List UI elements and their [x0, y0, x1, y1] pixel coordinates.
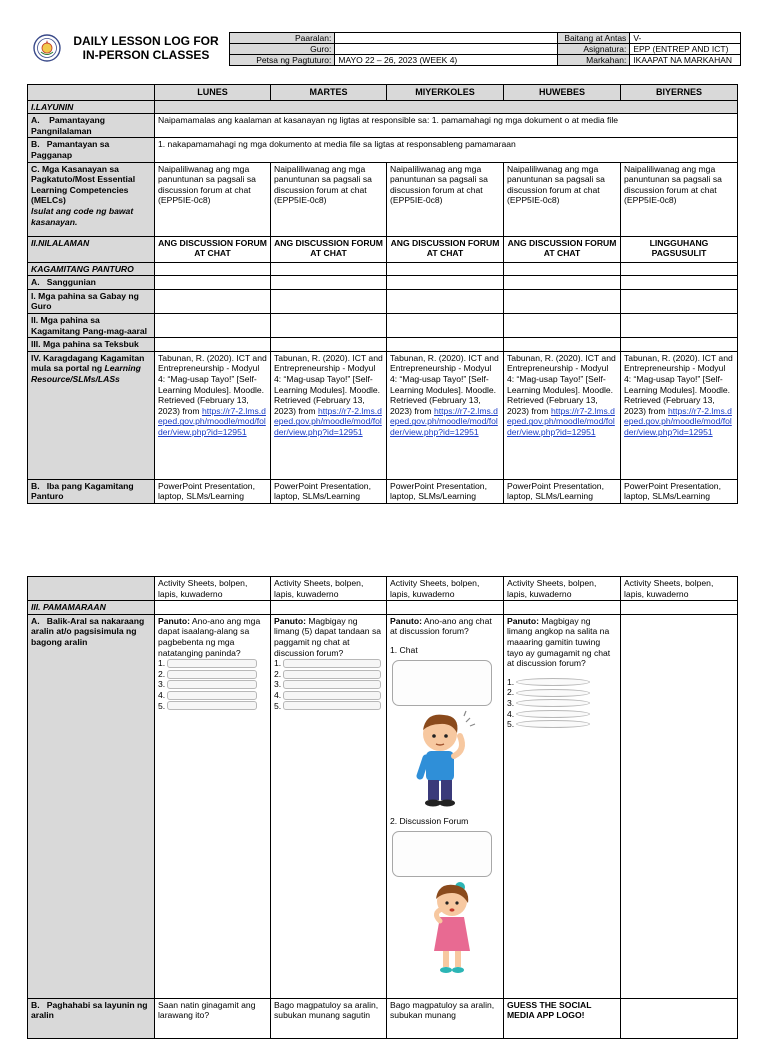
- reference-link[interactable]: https://r7-2.lms.deped.gov.ph/moodle/mod/folder/view.php?id=12951: [507, 405, 615, 437]
- review-cell-fri: [621, 614, 738, 998]
- content-cell: ANG DISCUSSION FORUM AT CHAT: [155, 236, 271, 262]
- reference-cell: Tabunan, R. (2020). ICT and Entrepreneurship - Modyul 4: “Mag-usap Tayo!” [Self-Learning Modules]. Moodle. Retrieved (February 13, 2023) from https://r7-2.lms.deped.gov.ph/moodle/mod/folder/view.php?id=12951: [155, 351, 271, 479]
- melc-cell: Naipaliliwanag ang mga panuntunan sa pagsali sa discussion forum at chat (EPP5IE-0c8): [155, 162, 271, 236]
- materials-cont-cell: Activity Sheets, bolpen, lapis, kuwaderno: [271, 577, 387, 601]
- boy-thinking-illustration: [390, 706, 498, 810]
- forum-answer-bubble: [392, 831, 492, 877]
- title-line-1: DAILY LESSON LOG FOR: [73, 34, 219, 48]
- reference-cell: Tabunan, R. (2020). ICT and Entrepreneurship - Modyul 4: “Mag-usap Tayo!” [Self-Learning Modules]. Moodle. Retrieved (February 13, 2023) from https://r7-2.lms.deped.gov.ph/moodle/mod/folder/view.php?id=12951: [271, 351, 387, 479]
- melc-cell: Naipaliliwanag ang mga panuntunan sa pagsali sa discussion forum at chat (EPP5IE-0c8): [387, 162, 504, 236]
- review-cell-thu: Panuto: Magbigay ng limang angkop na salita na maaaring gamitin tuwing tayo ay gumagamit ng chat at discussion forum? 1. 2. 3. 4. 5.: [504, 614, 621, 998]
- row-label-other-materials: B. Iba pang Kagamitang Panturo: [28, 479, 155, 503]
- melc-cell: Naipaliliwanag ang mga panuntunan sa pagsali sa discussion forum at chat (EPP5IE-0c8): [504, 162, 621, 236]
- row-label-sanggunian: A. Sanggunian: [28, 276, 155, 290]
- materials-cell: PowerPoint Presentation, laptop, SLMs/Learning: [387, 479, 504, 503]
- day-header: LUNES: [155, 85, 271, 101]
- reference-link[interactable]: https://r7-2.lms.deped.gov.ph/moodle/mod/folder/view.php?id=12951: [390, 405, 498, 437]
- corner-cell: [28, 85, 155, 101]
- chat-label: 1. Chat: [390, 644, 418, 655]
- deped-seal-icon: [33, 34, 61, 62]
- answer-line: 2.: [274, 669, 383, 680]
- materials-cell: PowerPoint Presentation, laptop, SLMs/Learning: [504, 479, 621, 503]
- quarter-value: IKAAPAT NA MARKAHAN: [630, 55, 741, 66]
- materials-cell: PowerPoint Presentation, laptop, SLMs/Learning: [271, 479, 387, 503]
- answer-line: 5.: [507, 719, 617, 730]
- day-header: MARTES: [271, 85, 387, 101]
- materials-cell: PowerPoint Presentation, laptop, SLMs/Learning: [621, 479, 738, 503]
- answer-line: 1.: [507, 677, 617, 688]
- title-line-2: IN-PERSON CLASSES: [82, 48, 210, 62]
- performance-standard-text: 1. nakapamamahagi ng mga dokumento at media file sa ligtas at responsableng pamamaraan: [155, 138, 738, 162]
- reference-cell: Tabunan, R. (2020). ICT and Entrepreneurship - Modyul 4: “Mag-usap Tayo!” [Self-Learning Modules]. Moodle. Retrieved (February 13, 2023) from https://r7-2.lms.deped.gov.ph/moodle/mod/folder/view.php?id=12951: [621, 351, 738, 479]
- teacher-label: Guro:: [230, 44, 335, 55]
- row-label-teksbuk: III. Mga pahina sa Teksbuk: [28, 338, 155, 352]
- content-cell: ANG DISCUSSION FORUM AT CHAT: [271, 236, 387, 262]
- date-value: MAYO 22 – 26, 2023 (WEEK 4): [335, 55, 557, 66]
- review-cell-mon: Panuto: Ano-ano ang mga dapat isaalang-alang sa pagbebenta ng mga natatanging paninda? 1. 2. 3. 4. 5.: [155, 614, 271, 998]
- day-header: MIYERKOLES: [387, 85, 504, 101]
- answer-line: 4.: [158, 690, 267, 701]
- row-label-additional-materials: IV. Karagdagang Kagamitan mula sa portal ng Learning Resource/SLMs/LASs: [28, 351, 155, 479]
- materials-cell: PowerPoint Presentation, laptop, SLMs/Learning: [155, 479, 271, 503]
- lesson-table-bottom: [27, 576, 738, 1039]
- day-header: HUWEBES: [504, 85, 621, 101]
- answer-line: 5.: [274, 701, 383, 712]
- content-cell: ANG DISCUSSION FORUM AT CHAT: [504, 236, 621, 262]
- purpose-cell: Saan natin ginagamit ang larawang ito?: [155, 998, 271, 1038]
- header-info-table: [229, 32, 741, 66]
- materials-cont-cell: Activity Sheets, bolpen, lapis, kuwaderno: [621, 577, 738, 601]
- answer-line: 3.: [158, 679, 267, 690]
- grade-label: Baitang at Antas: [557, 33, 630, 44]
- reference-cell: Tabunan, R. (2020). ICT and Entrepreneurship - Modyul 4: “Mag-usap Tayo!” [Self-Learning Modules]. Moodle. Retrieved (February 13, 2023) from https://r7-2.lms.deped.gov.ph/moodle/mod/folder/view.php?id=12951: [504, 351, 621, 479]
- document-title: [67, 34, 225, 62]
- chat-answer-bubble: [392, 660, 492, 706]
- answer-line: 5.: [158, 701, 267, 712]
- row-label-performance-standard: B. Pamantayan sa Pagganap: [28, 138, 155, 162]
- section-kagamitan: KAGAMITANG PANTURO: [28, 262, 155, 276]
- section-layunin: I.LAYUNIN: [28, 100, 155, 114]
- girl-thinking-illustration: [390, 877, 498, 977]
- content-standard-text: Naipamamalas ang kaalaman at kasanayan ng ligtas at responsible sa: 1. pamamahagi ng mga dokument o at media file: [155, 114, 738, 138]
- header: [27, 32, 741, 72]
- materials-cont-cell: Activity Sheets, bolpen, lapis, kuwaderno: [155, 577, 271, 601]
- purpose-cell: Bago magpatuloy sa aralin, subukan munang: [387, 998, 504, 1038]
- row-label-content-standard: A. Pamantayang Pangnilalaman: [28, 114, 155, 138]
- answer-line: 1.: [274, 658, 383, 669]
- reference-link[interactable]: https://r7-2.lms.deped.gov.ph/moodle/mod/folder/view.php?id=12951: [274, 405, 382, 437]
- subject-value: EPP (ENTREP AND ICT): [630, 44, 741, 55]
- purpose-cell: [621, 998, 738, 1038]
- row-label-gabay: I. Mga pahina sa Gabay ng Guro: [28, 289, 155, 313]
- answer-line: 1.: [158, 658, 267, 669]
- answer-line: 2.: [507, 687, 617, 698]
- section-pamamaraan: III. PAMAMARAAN: [28, 601, 155, 615]
- review-cell-tue: Panuto: Magbigay ng limang (5) dapat tandaan sa paggamit ng chat at discussion forum? 1. 2. 3. 4. 5.: [271, 614, 387, 998]
- content-cell: LINGGUHANG PAGSUSULIT: [621, 236, 738, 262]
- review-cell-wed: Panuto: Ano-ano ang chat at discussion forum? 1. Chat 2. Discussion Forum: [387, 614, 504, 998]
- content-cell: ANG DISCUSSION FORUM AT CHAT: [387, 236, 504, 262]
- row-label-kagamitang-mag-aaral: II. Mga pahina sa Kagamitang Pang-mag-aaral: [28, 313, 155, 337]
- materials-cont-cell: Activity Sheets, bolpen, lapis, kuwaderno: [504, 577, 621, 601]
- date-label: Petsa ng Pagtuturo:: [230, 55, 335, 66]
- answer-line: 4.: [274, 690, 383, 701]
- row-label-melcs: C. Mga Kasanayan sa Pagkatuto/Most Essential Learning Competencies (MELCs) Isulat ang code ng bawat kasanayan.: [28, 162, 155, 236]
- melcs-note: Isulat ang code ng bawat kasanayan.: [31, 205, 134, 227]
- reference-link[interactable]: https://r7-2.lms.deped.gov.ph/moodle/mod/folder/view.php?id=12951: [158, 405, 266, 437]
- section-nilalaman: II.NILALAMAN: [28, 236, 155, 262]
- row-label-review: A. Balik-Aral sa nakaraang aralin at/o pagsisimula ng bagong aralin: [28, 614, 155, 998]
- quarter-label: Markahan:: [557, 55, 630, 66]
- materials-cont-cell: Activity Sheets, bolpen, lapis, kuwaderno: [387, 577, 504, 601]
- lesson-table-top: [27, 84, 738, 504]
- purpose-cell: Bago magpatuloy sa aralin, subukan munang sagutin: [271, 998, 387, 1038]
- answer-line: 4.: [507, 709, 617, 720]
- school-value: [335, 33, 557, 44]
- purpose-cell: GUESS THE SOCIAL MEDIA APP LOGO!: [504, 998, 621, 1038]
- school-label: Paaralan:: [230, 33, 335, 44]
- grade-value: V-: [630, 33, 741, 44]
- melc-cell: Naipaliliwanag ang mga panuntunan sa pagsali sa discussion forum at chat (EPP5IE-0c8): [621, 162, 738, 236]
- teacher-value: [335, 44, 557, 55]
- day-header: BIYERNES: [621, 85, 738, 101]
- reference-cell: Tabunan, R. (2020). ICT and Entrepreneurship - Modyul 4: “Mag-usap Tayo!” [Self-Learning Modules]. Moodle. Retrieved (February 13, 2023) from https://r7-2.lms.deped.gov.ph/moodle/mod/folder/view.php?id=12951: [387, 351, 504, 479]
- row-label-purpose: B. Paghahabi sa layunin ng aralin: [28, 998, 155, 1038]
- reference-link[interactable]: https://r7-2.lms.deped.gov.ph/moodle/mod/folder/view.php?id=12951: [624, 405, 732, 437]
- answer-line: 3.: [274, 679, 383, 690]
- answer-line: 2.: [158, 669, 267, 680]
- melc-cell: Naipaliliwanag ang mga panuntunan sa pagsali sa discussion forum at chat (EPP5IE-0c8): [271, 162, 387, 236]
- forum-label: 2. Discussion Forum: [390, 816, 469, 827]
- subject-label: Asignatura:: [557, 44, 630, 55]
- answer-line: 3.: [507, 698, 617, 709]
